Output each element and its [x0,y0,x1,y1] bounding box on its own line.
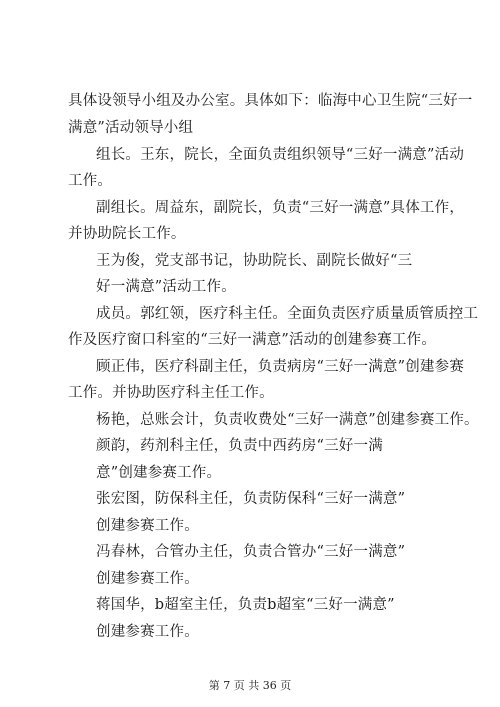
text-line: 张宏图，防保科主任，负责防保科“三好一满意” [96,491,406,507]
text-line: 成员。郭红领，医疗科主任。全面负责医疗质量质管质控工 [96,306,479,322]
text-line: 创建参赛工作。 [96,518,199,534]
text-line: 副组长。周益东，副院长，负责“三好一满意”具体工作， [96,200,465,216]
text-line: 冯春林，合管办主任，负责合管办“三好一满意” [96,544,406,560]
text-line: 组长。王东，院长，全面负责组织领导“三好一满意”活动 [96,147,465,163]
text-line: 创建参赛工作。 [96,571,199,587]
text-line: 作及医疗窗口科室的“三好一满意”活动的创建参赛工作。 [68,332,437,348]
text-line: 好一满意”活动工作。 [96,279,236,295]
text-line: 工作。 [68,173,113,189]
text-line: 创建参赛工作。 [96,624,199,640]
text-line: 具体设领导小组及办公室。具体如下：临海中心卫生院“三好一 [68,93,473,109]
text-line: 并协助院长工作。 [68,226,186,242]
text-line: 顾正伟，医疗科副主任，负责病房“三好一满意”创建参赛 [96,359,465,375]
text-line: 颜韵，药剂科主任，负责中西药房“三好一满 [96,438,383,454]
text-line: 工作。并协助医疗科主任工作。 [68,385,274,401]
page-number-footer: 第 7 页 共 36 页 [208,679,292,692]
text-line: 满意”活动领导小组 [68,120,194,136]
text-line: 王为俊，党支部书记，协助院长、副院长做好“三 [96,253,413,269]
text-line: 意”创建参赛工作。 [96,465,222,481]
text-line: 蒋国华，b超室主任，负责b超室“三好一满意” [96,597,395,613]
text-line: 杨艳，总账会计，负责收费处“三好一满意”创建参赛工作。 [96,412,479,428]
